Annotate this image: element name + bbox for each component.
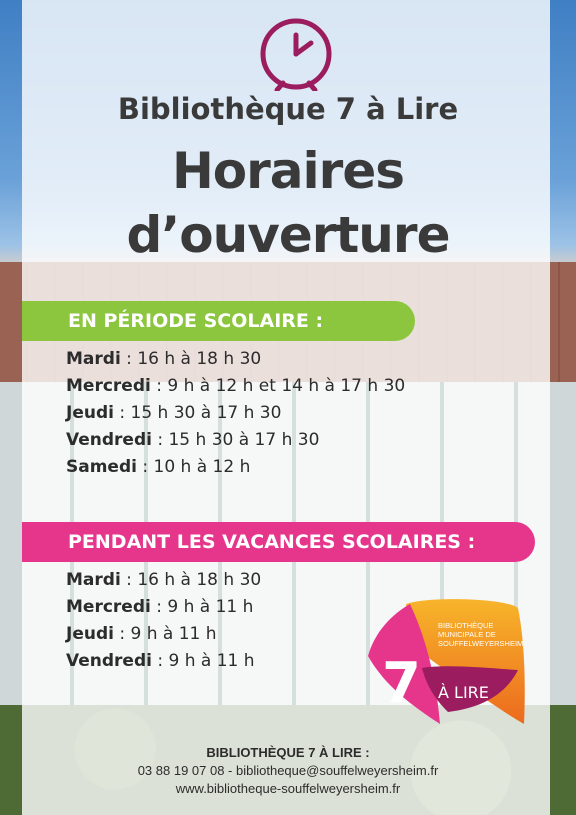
schedule-day: Mercredi xyxy=(66,597,151,617)
schedule-hours: : 9 h à 12 h et 14 h à 17 h 30 xyxy=(150,376,406,396)
schedule-row xyxy=(66,346,405,373)
schedule-day: Jeudi xyxy=(66,403,114,423)
footer-contact: 03 88 19 07 08 - bibliotheque@souffelweyersheim.fr xyxy=(137,763,439,778)
schedule-hours: : 16 h à 18 h 30 xyxy=(120,349,262,369)
page-title-line2: d’ouverture xyxy=(126,206,450,264)
logo-text-line1: BIBLIOTHÈQUE xyxy=(438,621,494,630)
schedule-hours: : 15 h 30 à 17 h 30 xyxy=(151,430,320,450)
library-logo xyxy=(366,598,528,730)
schedule-hours: : 15 h 30 à 17 h 30 xyxy=(113,403,282,423)
schedule-row xyxy=(66,454,405,481)
schedule-row xyxy=(66,427,405,454)
page-title-line1: Horaires xyxy=(171,142,405,200)
logo-text-line2: MUNICIPALE DE xyxy=(438,630,496,639)
schedule-hours: : 9 h à 11 h xyxy=(113,624,217,644)
schedule-row xyxy=(66,621,261,648)
logo-text-line3: SOUFFELWEYERSHEIM xyxy=(438,639,524,648)
library-name: Bibliothèque 7 à Lire xyxy=(117,92,459,126)
schedule-row xyxy=(66,648,261,675)
school-period-schedule xyxy=(66,346,405,481)
schedule-row xyxy=(66,373,405,400)
schedule-day: Vendredi xyxy=(66,430,152,450)
logo-tagline: À LIRE xyxy=(438,683,489,702)
schedule-hours: : 9 h à 11 h xyxy=(150,597,254,617)
schedule-day: Vendredi xyxy=(66,651,152,671)
schedule-row xyxy=(66,567,261,594)
schedule-hours: : 10 h à 12 h xyxy=(136,457,251,477)
schedule-day: Samedi xyxy=(66,457,137,477)
footer xyxy=(0,744,576,798)
schedule-row xyxy=(66,400,405,427)
footer-website: www.bibliotheque-souffelweyersheim.fr xyxy=(175,781,401,796)
footer-library-name: BIBLIOTHÈQUE 7 À LIRE : xyxy=(206,745,370,760)
clock-icon xyxy=(259,17,333,91)
schedule-hours: : 9 h à 11 h xyxy=(151,651,255,671)
schedule-day: Jeudi xyxy=(66,624,114,644)
holidays-heading: PENDANT LES VACANCES SCOLAIRES : xyxy=(22,522,535,562)
schedule-row xyxy=(66,594,261,621)
schedule-day: Mercredi xyxy=(66,376,151,396)
schedule-day: Mardi xyxy=(66,570,121,590)
school-period-heading: EN PÉRIODE SCOLAIRE : xyxy=(22,301,415,341)
schedule-day: Mardi xyxy=(66,349,121,369)
logo-number: 7 xyxy=(382,651,421,716)
schedule-hours: : 16 h à 18 h 30 xyxy=(120,570,262,590)
holidays-schedule xyxy=(66,567,261,675)
